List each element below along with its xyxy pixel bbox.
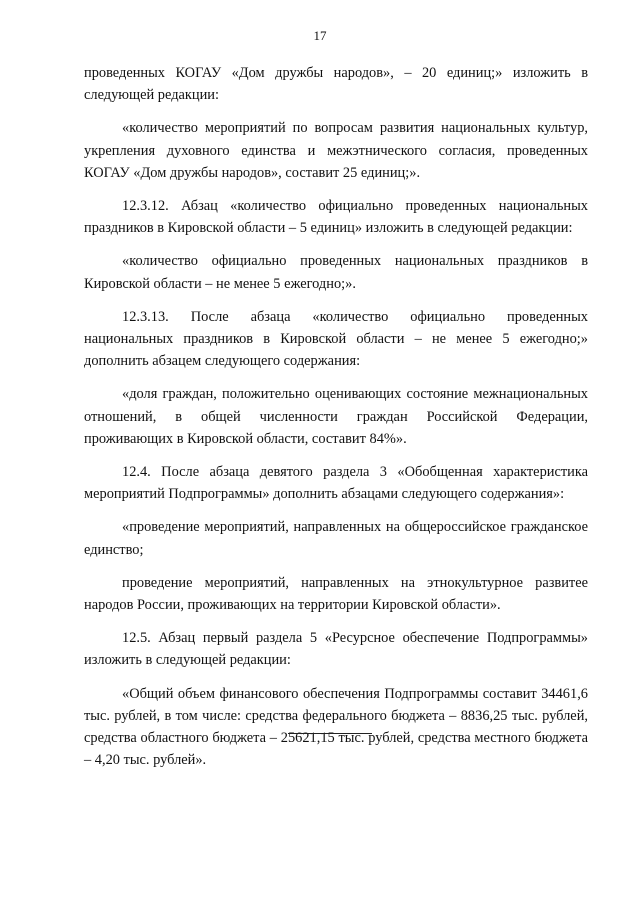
paragraph-continuation: проведенных КОГАУ «Дом дружбы народов», – 20 единиц;» изложить в следующей редакции:	[84, 65, 588, 104]
paragraph-quote-holidays: «количество официально проведенных национальных праздников в Кировской области – не менее 5 ежегодно;».	[84, 253, 588, 292]
paragraph-quote-citizens-share: «доля граждан, положительно оценивающих состояние межнациональных отношений, в общей численности граждан Российской Федерации, проживающих в Кировской области, составит 84%».	[84, 386, 588, 447]
paragraph-12-5: 12.5. Абзац первый раздела 5 «Ресурсное обеспечение Подпрограммы» изложить в следующей редакции:	[84, 630, 588, 669]
end-divider-line	[288, 733, 372, 734]
page-number: 17	[313, 28, 327, 43]
paragraph-ethnocultural: проведение мероприятий, направленных на этнокультурное развитее народов России, проживающих на территории Кировской области».	[84, 574, 588, 614]
paragraph-quote-funding: «Общий объем финансового обеспечения Подпрограммы составит 34461,6 тыс. рублей, в том числе: средства федерального бюджета – 8836,25 тыс. рублей, средства областного бюджета – 25621,15 тыс. рублей, средства местного бюджета – 4,20 тыс. рублей».	[84, 685, 588, 769]
paragraph-quote-civil-unity: «проведение мероприятий, направленных на общероссийское гражданское единство;	[84, 519, 588, 558]
document-body	[84, 62, 588, 771]
paragraph-12-4: 12.4. После абзаца девятого раздела 3 «Обобщенная характеристика мероприятий Подпрограммы» дополнить абзацами следующего содержания»:	[84, 464, 588, 503]
paragraph-12-3-13: 12.3.13. После абзаца «количество официально проведенных национальных праздников в Кировской области – не менее 5 ежегодно;» дополнить абзацем следующего содержания:	[84, 308, 588, 370]
paragraph-quote-events-count: «количество мероприятий по вопросам развития национальных культур, укрепления духовного единства и межэтнического согласия, проведенных КОГАУ «Дом дружбы народов», составит 25 единиц;».	[84, 120, 588, 181]
paragraph-12-3-12: 12.3.12. Абзац «количество официально проведенных национальных праздников в Кировской области – 5 единиц» изложить в следующей редакции:	[84, 198, 588, 237]
